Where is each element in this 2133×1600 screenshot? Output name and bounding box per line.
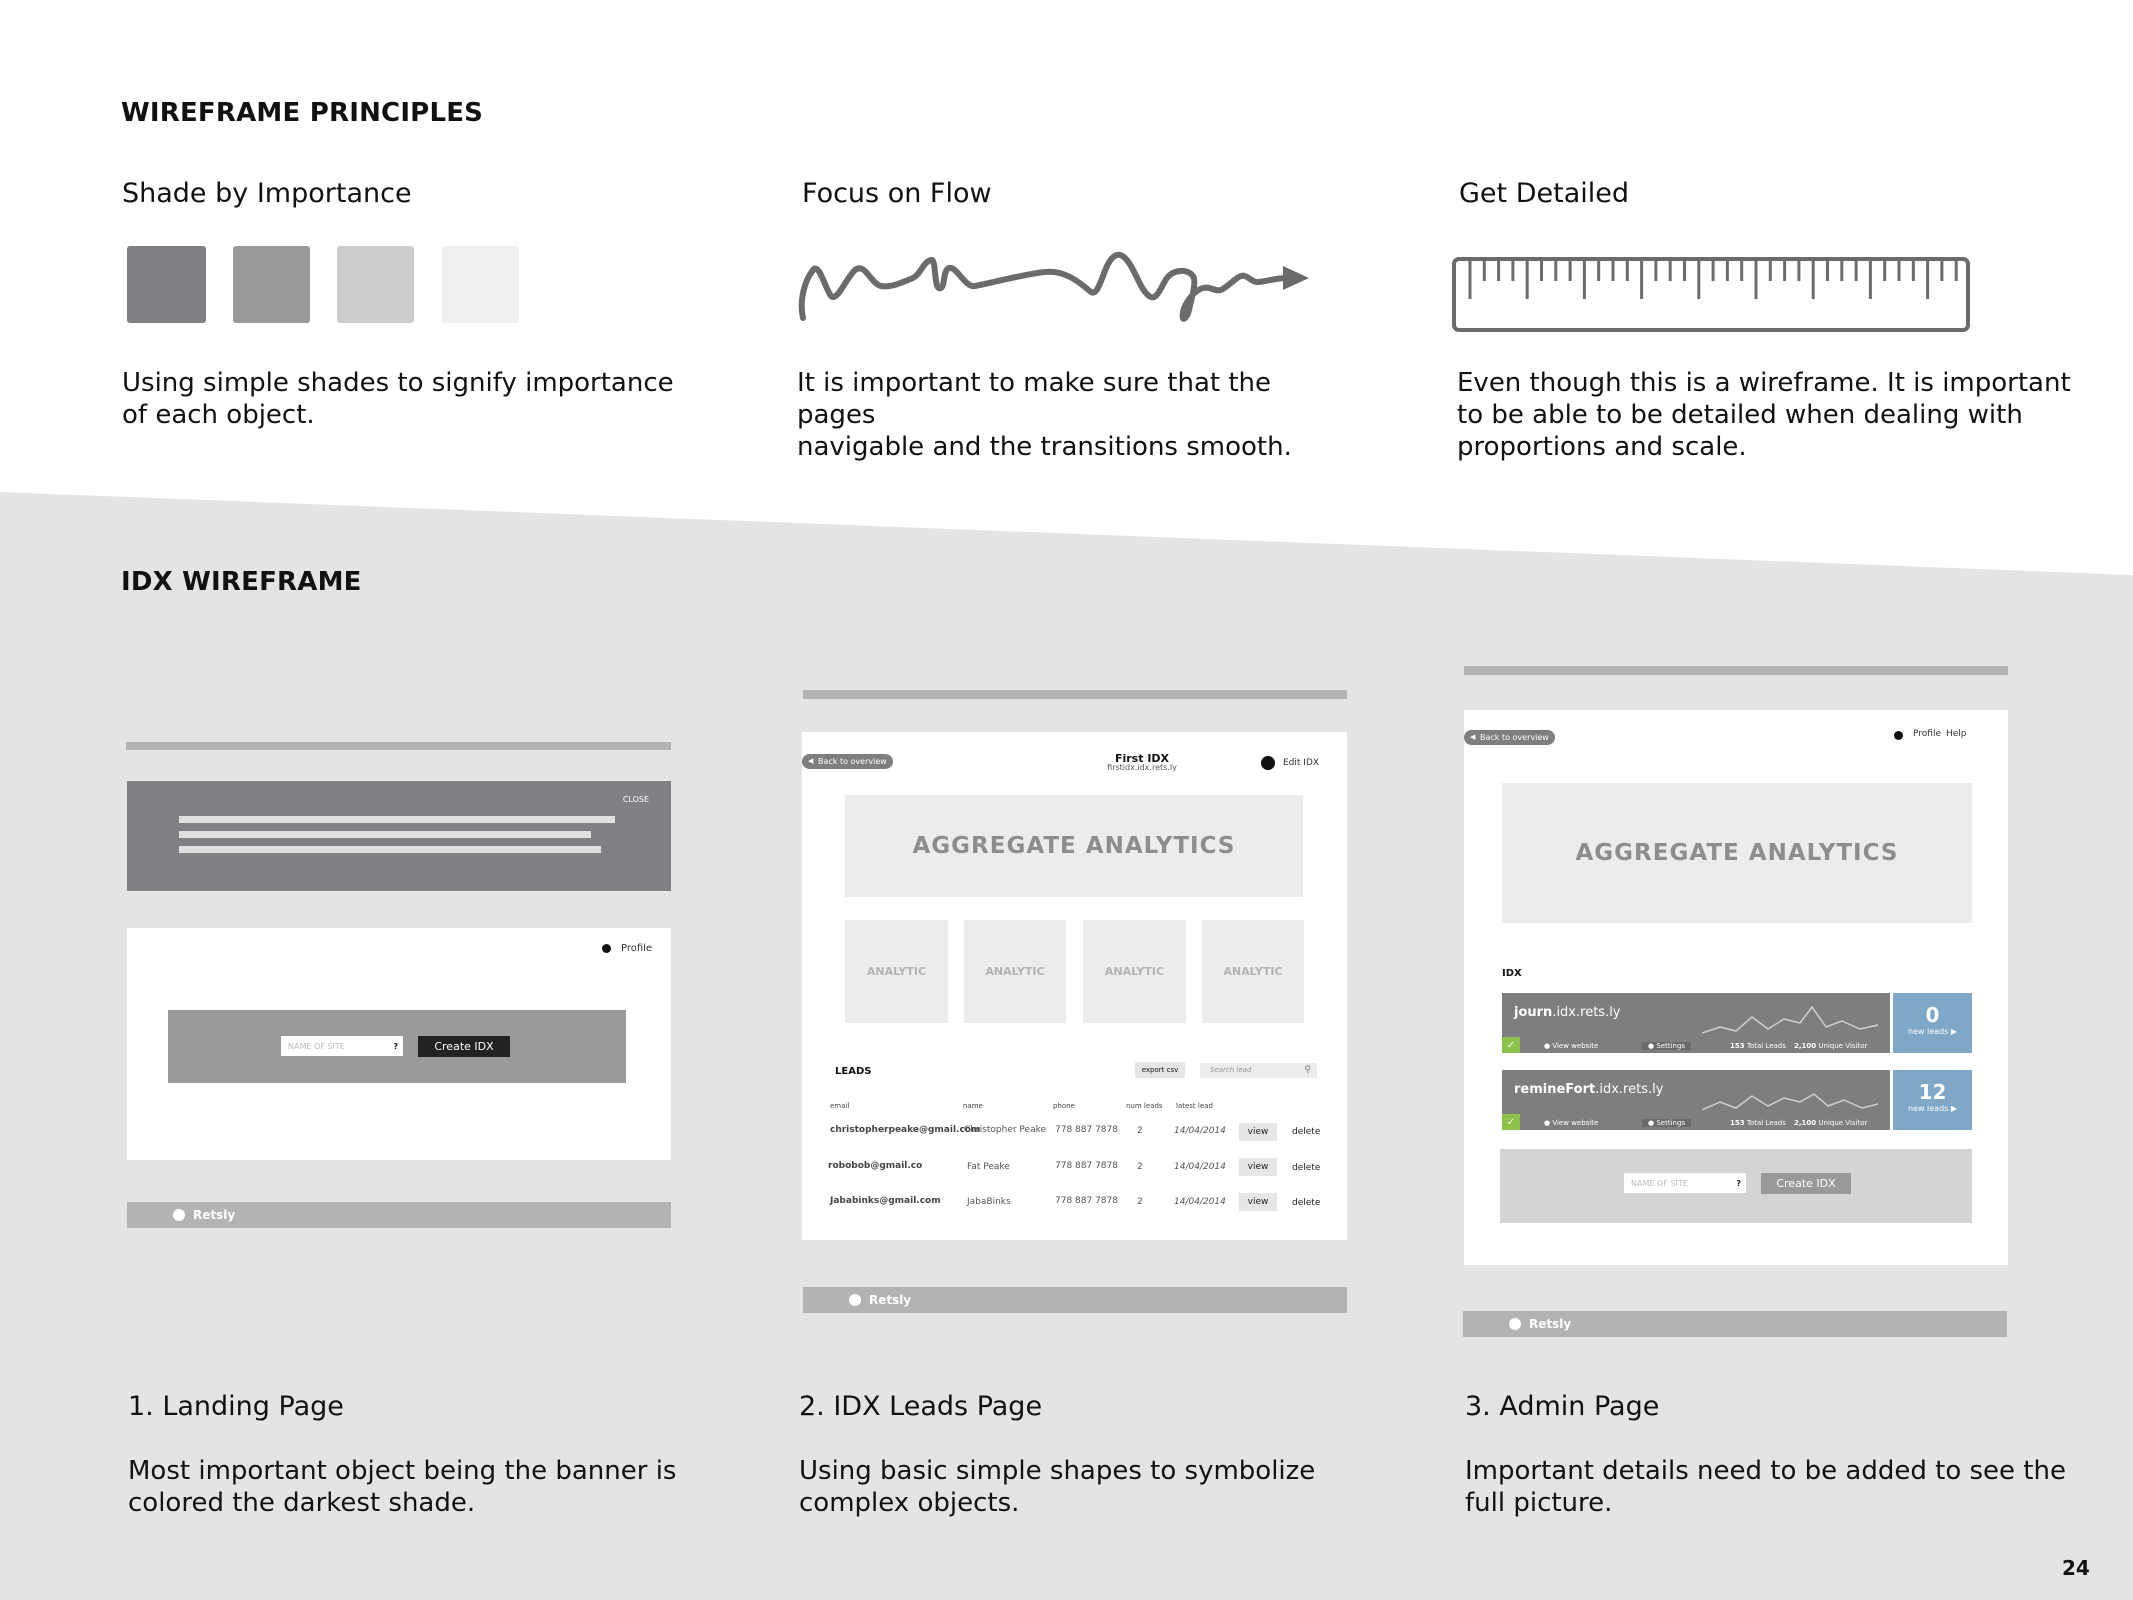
leads-caption-text: [799, 1455, 1419, 1519]
leads-caption-line2: complex objects.: [799, 1488, 1020, 1518]
back-to-overview-button[interactable]: ◀ Back to overview: [1464, 730, 1555, 745]
lead-count: 2: [1137, 1162, 1143, 1172]
flow-text-line2: navigable and the transitions smooth.: [797, 432, 1292, 462]
flow-title: Focus on Flow: [802, 178, 992, 209]
lead-count: 2: [1137, 1126, 1143, 1136]
detail-text-line2: to be able to be detailed when dealing with: [1457, 400, 2023, 430]
site-name-input[interactable]: [281, 1036, 403, 1056]
check-icon: ✓: [1502, 1114, 1520, 1130]
search-icon[interactable]: ⚲: [1304, 1065, 1311, 1075]
new-leads-count: 0: [1925, 1003, 1940, 1027]
banner-close-link[interactable]: CLOSE: [622, 795, 649, 804]
view-button[interactable]: view: [1239, 1193, 1277, 1211]
profile-avatar-dot: [1894, 731, 1903, 740]
site-name-input[interactable]: [1624, 1173, 1746, 1193]
landing-content-panel: [127, 928, 671, 1160]
sparkline-chart: [1702, 1080, 1882, 1114]
play-arrow-icon: ▶: [1950, 1027, 1958, 1036]
unique-visitor-label: Unique Visitor: [1818, 1042, 1868, 1050]
edit-idx-link[interactable]: Edit IDX: [1283, 758, 1320, 768]
aggregate-analytics-block: AGGREGATE ANALYTICS: [1502, 783, 1972, 923]
lead-name: JabaBinks: [967, 1197, 1011, 1207]
banner-text-line: [179, 816, 615, 823]
analytic-tile: ANALYTIC: [1202, 920, 1304, 1023]
lead-latest: 14/04/2014: [1174, 1197, 1226, 1207]
admin-content-panel: [1464, 710, 2008, 1265]
landing-top-bar: [126, 742, 671, 750]
settings-label: Settings: [1656, 1042, 1686, 1050]
export-csv-button[interactable]: export csv: [1135, 1062, 1185, 1078]
leads-top-bar: [803, 690, 1347, 699]
swatch-lightest: [442, 246, 519, 323]
unique-visitor-label: Unique Visitor: [1818, 1119, 1868, 1127]
view-website-label: View website: [1552, 1042, 1599, 1050]
swatch-dark: [233, 246, 310, 323]
shade-text-line2: of each object.: [122, 400, 315, 430]
retsly-logo-icon: [173, 1209, 185, 1221]
lead-phone: 778 887 7878: [1055, 1125, 1118, 1135]
play-arrow-icon: ▶: [1950, 1104, 1958, 1113]
analytic-tile: ANALYTIC: [845, 920, 948, 1023]
leads-caption-line1: Using basic simple shapes to symbolize: [799, 1456, 1316, 1486]
delete-link[interactable]: delete: [1292, 1127, 1321, 1137]
help-mark[interactable]: ?: [393, 1041, 398, 1051]
leads-label: LEADS: [835, 1066, 872, 1077]
idx-site-name-domain: .idx.rets.ly: [1595, 1082, 1664, 1097]
idx-title: First IDX: [1114, 752, 1170, 765]
retsly-logo-icon: [849, 1294, 861, 1306]
shade-title: Shade by Importance: [122, 178, 412, 209]
admin-caption-line2: full picture.: [1465, 1488, 1613, 1518]
idx-site-name-domain: .idx.rets.ly: [1552, 1005, 1621, 1020]
lead-email: robobob@gmail.co: [828, 1161, 923, 1171]
lead-email: Jababinks@gmail.com: [830, 1196, 941, 1206]
idx-site-name-bold: remineFort: [1514, 1082, 1596, 1097]
lead-phone: 778 887 7878: [1055, 1161, 1118, 1171]
idx-site-card[interactable]: [1502, 993, 1890, 1053]
create-idx-button[interactable]: Create IDX: [418, 1036, 510, 1057]
new-leads-label-row: [1893, 1027, 1972, 1036]
total-leads-label: Total Leads: [1746, 1119, 1786, 1127]
analytic-tile: ANALYTIC: [1083, 920, 1186, 1023]
squiggle-arrow-icon: [795, 240, 1315, 335]
delete-link[interactable]: delete: [1292, 1163, 1321, 1173]
idx-heading: IDX WIREFRAME: [121, 567, 362, 597]
unique-visitor-number: 2,100: [1794, 1042, 1817, 1050]
search-lead-input[interactable]: [1200, 1063, 1317, 1078]
landing-footer: [127, 1202, 671, 1228]
new-leads-badge[interactable]: [1893, 993, 1972, 1053]
landing-caption-line2: colored the darkest shade.: [128, 1488, 476, 1518]
idx-subtitle: firstidx.idx.rets.ly: [1107, 763, 1177, 772]
landing-banner: [127, 781, 671, 891]
admin-top-bar: [1464, 666, 2008, 675]
new-leads-label: new leads: [1907, 1027, 1949, 1036]
view-website-link[interactable]: ● View website: [1544, 1042, 1599, 1050]
idx-site-name-bold: journ: [1514, 1005, 1553, 1020]
banner-text-line: [179, 846, 601, 853]
total-leads-stat: [1730, 1119, 1786, 1127]
col-header-latest-lead: latest lead: [1176, 1102, 1213, 1110]
new-leads-label: new leads: [1907, 1104, 1949, 1113]
view-button[interactable]: view: [1239, 1158, 1277, 1176]
help-link[interactable]: Help: [1946, 729, 1967, 739]
lead-count: 2: [1137, 1197, 1143, 1207]
lead-phone: 778 887 7878: [1055, 1196, 1118, 1206]
admin-footer: [1463, 1311, 2007, 1337]
swatch-light: [337, 246, 414, 323]
idx-title-block: [1057, 752, 1227, 772]
detail-text-line3: proportions and scale.: [1457, 432, 1747, 462]
detail-text-line1: Even though this is a wireframe. It is important: [1457, 368, 2071, 398]
shade-description: [122, 367, 682, 431]
col-header-num-leads: num leads: [1126, 1102, 1163, 1110]
admin-caption-text: [1465, 1455, 2105, 1519]
site-name-placeholder: NAME OF SITE: [1631, 1178, 1688, 1188]
lead-email: christopherpeake@gmail.com: [830, 1125, 981, 1135]
leads-content-panel: [802, 732, 1347, 1240]
lead-name: Christopher Peake: [964, 1125, 1047, 1135]
footer-brand[interactable]: Retsly: [193, 1208, 236, 1222]
admin-caption-title: 3. Admin Page: [1465, 1391, 1660, 1422]
leads-caption-title: 2. IDX Leads Page: [799, 1391, 1043, 1422]
footer-brand[interactable]: Retsly: [869, 1293, 912, 1307]
unique-visitor-stat: [1794, 1119, 1867, 1127]
detail-description: [1457, 367, 2077, 463]
swatch-darkest: [127, 246, 206, 323]
total-leads-number: 153: [1730, 1119, 1745, 1127]
col-header-name: name: [963, 1102, 983, 1110]
leads-footer: [803, 1287, 1347, 1313]
flow-text-line1: It is important to make sure that the pages: [797, 368, 1272, 430]
sparkline-chart: [1702, 1001, 1882, 1037]
new-leads-badge[interactable]: [1893, 1070, 1972, 1130]
settings-link[interactable]: ● Settings: [1642, 1119, 1691, 1127]
detail-title: Get Detailed: [1459, 178, 1629, 209]
delete-link[interactable]: delete: [1292, 1198, 1321, 1208]
banner-text-line: [179, 831, 591, 838]
flow-description: [797, 367, 1357, 463]
unique-visitor-stat: [1794, 1042, 1867, 1050]
footer-brand[interactable]: Retsly: [1529, 1317, 1572, 1331]
new-leads-count: 12: [1918, 1080, 1947, 1104]
analytic-tile: ANALYTIC: [964, 920, 1066, 1023]
retsly-logo-icon: [1509, 1318, 1521, 1330]
unique-visitor-number: 2,100: [1794, 1119, 1817, 1127]
col-header-phone: phone: [1053, 1102, 1075, 1110]
idx-site-card[interactable]: [1502, 1070, 1890, 1130]
view-website-link[interactable]: ● View website: [1544, 1119, 1599, 1127]
landing-caption-text: [128, 1455, 748, 1519]
create-idx-box: [1500, 1149, 1972, 1223]
principles-heading: WIREFRAME PRINCIPLES: [121, 98, 484, 128]
profile-avatar-dot: [602, 944, 611, 953]
create-idx-box: [168, 1010, 626, 1083]
view-button[interactable]: view: [1239, 1123, 1277, 1141]
help-mark[interactable]: ?: [1736, 1178, 1741, 1188]
settings-label: Settings: [1656, 1119, 1686, 1127]
ruler-icon: [1450, 255, 1972, 335]
profile-link[interactable]: Profile: [1913, 729, 1941, 739]
total-leads-label: Total Leads: [1746, 1042, 1786, 1050]
edit-icon[interactable]: [1261, 756, 1275, 770]
admin-caption-line1: Important details need to be added to see the: [1465, 1456, 2066, 1486]
lead-latest: 14/04/2014: [1174, 1162, 1226, 1172]
total-leads-stat: [1730, 1042, 1786, 1050]
col-header-email: email: [830, 1102, 850, 1110]
total-leads-number: 153: [1730, 1042, 1745, 1050]
lead-name: Fat Peake: [967, 1162, 1010, 1172]
back-to-overview-button[interactable]: ◀ Back to overview: [802, 754, 893, 769]
shade-text-line1: Using simple shades to signify importance: [122, 368, 674, 398]
idx-site-name: [1514, 1005, 1621, 1020]
settings-link[interactable]: ● Settings: [1642, 1042, 1691, 1050]
create-idx-button[interactable]: Create IDX: [1761, 1173, 1851, 1194]
view-website-label: View website: [1552, 1119, 1599, 1127]
landing-caption-line1: Most important object being the banner is: [128, 1456, 677, 1486]
new-leads-label-row: [1893, 1104, 1972, 1113]
site-name-placeholder: NAME OF SITE: [288, 1041, 345, 1051]
lead-latest: 14/04/2014: [1174, 1126, 1226, 1136]
search-placeholder: Search lead: [1210, 1066, 1252, 1074]
profile-link[interactable]: Profile: [621, 943, 653, 954]
idx-site-name: [1514, 1082, 1663, 1097]
idx-section-label: IDX: [1502, 968, 1522, 979]
landing-caption-title: 1. Landing Page: [128, 1391, 344, 1422]
aggregate-analytics-block: AGGREGATE ANALYTICS: [845, 795, 1303, 897]
check-icon: ✓: [1502, 1037, 1520, 1053]
page-number: 24: [2062, 1556, 2090, 1580]
